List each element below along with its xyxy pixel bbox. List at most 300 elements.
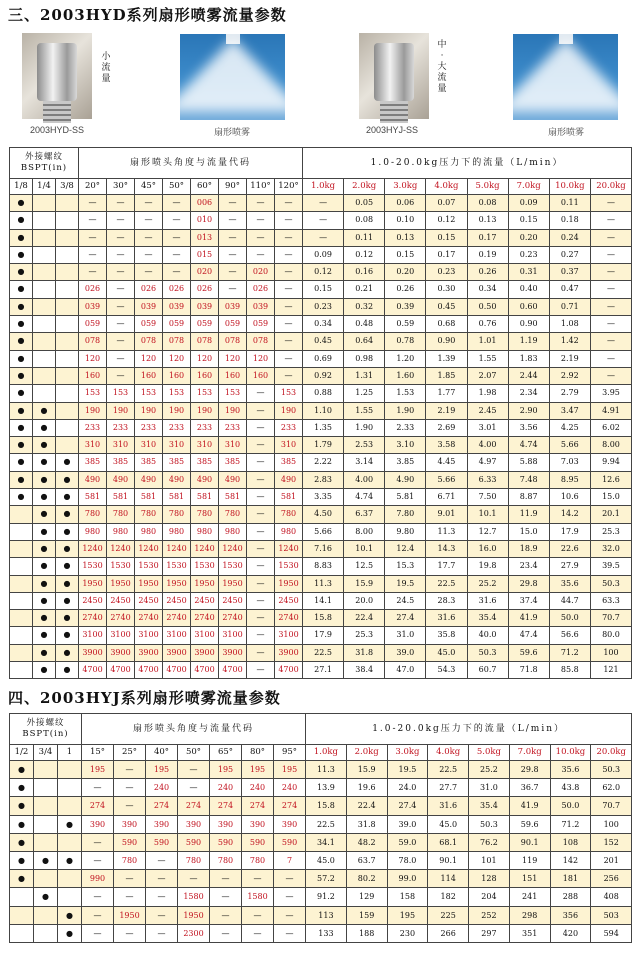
code-cell: — <box>247 454 275 471</box>
flow-cell: 40.0 <box>467 627 508 644</box>
flow-cell: 50.0 <box>549 610 590 627</box>
code-cell: 390 <box>274 815 306 833</box>
code-cell: 059 <box>135 316 163 333</box>
flow-cell: 0.69 <box>303 350 344 367</box>
code-cell: 274 <box>146 797 178 815</box>
code-cell: 590 <box>146 833 178 851</box>
flow-header: 1.0-20.0kg压力下的流量（L/min） <box>303 148 632 179</box>
flow-cell: 5.88 <box>508 454 549 471</box>
code-cell: 4700 <box>191 662 219 679</box>
code-cell: 1530 <box>107 558 135 575</box>
thread-cell <box>34 761 58 779</box>
flow-cell: 12.7 <box>467 523 508 540</box>
thread-cell <box>33 195 56 212</box>
flow-cell: 2.44 <box>508 367 549 384</box>
thread-cell: ● <box>10 833 34 851</box>
thread-cell: ● <box>33 454 56 471</box>
flow-cell: 18.9 <box>508 540 549 557</box>
flow-cell: 0.48 <box>344 316 385 333</box>
table-row <box>10 924 632 942</box>
code-cell: 2740 <box>135 610 163 627</box>
code-cell: 078 <box>163 333 191 350</box>
table-row <box>10 644 632 661</box>
flow-cell: 22.5 <box>426 575 467 592</box>
code-cell: 780 <box>219 506 247 523</box>
flow-cell: 503 <box>591 906 632 924</box>
pressure-col-header: 1.0kg <box>306 745 347 761</box>
code-cell: — <box>210 924 242 942</box>
code-cell: 059 <box>219 316 247 333</box>
code-cell: 240 <box>210 779 242 797</box>
code-cell: — <box>79 212 107 229</box>
thread-cell: ● <box>10 229 33 246</box>
code-cell: 3100 <box>191 627 219 644</box>
thread-cell <box>56 402 79 419</box>
code-cell: — <box>178 779 210 797</box>
flow-cell: 0.13 <box>467 212 508 229</box>
thread-cell <box>33 212 56 229</box>
code-cell: 153 <box>135 385 163 402</box>
code-cell: — <box>247 385 275 402</box>
flow-cell: 0.45 <box>303 333 344 350</box>
code-cell: — <box>163 264 191 281</box>
thread-cell: ● <box>33 644 56 661</box>
pressure-col-header: 7.0kg <box>509 745 550 761</box>
flow-cell: 32.0 <box>590 540 631 557</box>
thread-cell: ● <box>10 437 33 454</box>
flow-cell: 0.18 <box>549 212 590 229</box>
code-cell: 020 <box>247 264 275 281</box>
code-cell: 160 <box>79 367 107 384</box>
thread-cell: ● <box>33 419 56 436</box>
thread-cell: ● <box>33 662 56 679</box>
spray-photo-2 <box>513 34 618 120</box>
flow-cell: 1.31 <box>344 367 385 384</box>
table-row <box>10 454 632 471</box>
thread-cell <box>56 212 79 229</box>
flow-cell: 15.9 <box>346 761 387 779</box>
code-cell: — <box>247 558 275 575</box>
flow-cell: 2.69 <box>426 419 467 436</box>
code-cell: 980 <box>219 523 247 540</box>
flow-cell: 5.66 <box>549 437 590 454</box>
angle-header: 扇形喷头角度与流量代码 <box>82 714 306 745</box>
thread-cell <box>10 662 33 679</box>
flow-cell: 50.3 <box>467 644 508 661</box>
flow-cell: 71.2 <box>550 815 591 833</box>
code-cell: 160 <box>191 367 219 384</box>
code-cell: 310 <box>79 437 107 454</box>
code-cell: — <box>219 281 247 298</box>
flow-cell: 35.8 <box>426 627 467 644</box>
flow-cell: 0.39 <box>385 298 426 315</box>
code-cell: 1950 <box>163 575 191 592</box>
thread-cell <box>56 229 79 246</box>
table-row <box>10 610 632 627</box>
code-cell: 3100 <box>107 627 135 644</box>
code-cell: 078 <box>247 333 275 350</box>
code-cell: 4700 <box>79 662 107 679</box>
flow-cell: 2.53 <box>344 437 385 454</box>
code-cell: 059 <box>191 316 219 333</box>
table-row <box>10 195 632 212</box>
code-cell: — <box>107 229 135 246</box>
code-cell: 3900 <box>79 644 107 661</box>
flow-cell: 1.20 <box>385 350 426 367</box>
flow-cell: 0.98 <box>344 350 385 367</box>
code-cell: — <box>247 437 275 454</box>
code-cell: 490 <box>135 471 163 488</box>
flow-cell: 11.9 <box>508 506 549 523</box>
thread-cell <box>56 367 79 384</box>
code-cell: 780 <box>135 506 163 523</box>
flow-cell: 2.22 <box>303 454 344 471</box>
code-cell: 039 <box>247 298 275 315</box>
code-cell: — <box>247 229 275 246</box>
flow-cell: 230 <box>387 924 428 942</box>
angle-col-header: 65° <box>210 745 242 761</box>
code-cell: — <box>146 852 178 870</box>
code-cell: 190 <box>219 402 247 419</box>
code-cell: — <box>275 367 303 384</box>
code-cell: 3100 <box>135 627 163 644</box>
thread-cell: ● <box>56 540 79 557</box>
flow-cell: 0.88 <box>303 385 344 402</box>
code-cell: — <box>114 870 146 888</box>
code-cell: — <box>242 870 274 888</box>
code-cell: 590 <box>242 833 274 851</box>
flow-cell: 1.90 <box>344 419 385 436</box>
flow-cell: 37.4 <box>508 592 549 609</box>
code-cell: — <box>275 316 303 333</box>
flow-cell: 129 <box>346 888 387 906</box>
code-cell: 1950 <box>191 575 219 592</box>
flow-cell: 1.53 <box>385 385 426 402</box>
code-cell: — <box>247 575 275 592</box>
code-cell: 2450 <box>107 592 135 609</box>
code-cell: — <box>210 888 242 906</box>
code-cell: 2450 <box>219 592 247 609</box>
thread-cell: ● <box>56 627 79 644</box>
flow-cell: 0.10 <box>385 212 426 229</box>
thread-cell <box>56 385 79 402</box>
thread-cell: ● <box>58 852 82 870</box>
code-cell: — <box>114 888 146 906</box>
flow-cell: 54.3 <box>426 662 467 679</box>
thread-cell <box>56 419 79 436</box>
flow-cell: 0.24 <box>549 229 590 246</box>
code-cell: 3100 <box>219 627 247 644</box>
flow-cell: 142 <box>550 852 591 870</box>
thread-cell <box>10 506 33 523</box>
thread-cell <box>10 558 33 575</box>
flow-cell: 4.74 <box>344 489 385 506</box>
flow-cell: — <box>303 229 344 246</box>
thread-cell: ● <box>56 662 79 679</box>
flow-cell: 15.8 <box>303 610 344 627</box>
code-cell: 3100 <box>163 627 191 644</box>
flow-cell: 0.45 <box>426 298 467 315</box>
code-cell: 1530 <box>219 558 247 575</box>
code-cell: 980 <box>79 523 107 540</box>
code-cell: — <box>247 246 275 263</box>
code-cell: — <box>79 264 107 281</box>
code-cell: — <box>219 212 247 229</box>
thread-cell: ● <box>58 924 82 942</box>
code-cell: — <box>178 870 210 888</box>
flow-cell: 100 <box>590 644 631 661</box>
thread-cell <box>34 870 58 888</box>
table-row <box>10 212 632 229</box>
thread-cell <box>33 316 56 333</box>
flow-cell: 99.0 <box>387 870 428 888</box>
table-subheader-row <box>10 179 632 195</box>
thread-cell: ● <box>56 558 79 575</box>
flow-cell: 0.09 <box>508 195 549 212</box>
pressure-col-header: 7.0kg <box>508 179 549 195</box>
flow-cell: 17.9 <box>303 627 344 644</box>
table-row <box>10 523 632 540</box>
code-cell: — <box>146 906 178 924</box>
table-row <box>10 489 632 506</box>
flow-cell: 252 <box>469 906 510 924</box>
code-cell: — <box>79 246 107 263</box>
code-cell: 190 <box>275 402 303 419</box>
flow-cell: 50.0 <box>550 797 591 815</box>
flow-cell: 27.4 <box>385 610 426 627</box>
caption-spray-1: 扇形喷雾 <box>214 127 251 137</box>
thread-cell <box>33 281 56 298</box>
flow-cell: 19.8 <box>467 558 508 575</box>
code-cell: 3900 <box>163 644 191 661</box>
code-cell: — <box>135 212 163 229</box>
thread-cell: ● <box>56 506 79 523</box>
table-row <box>10 575 632 592</box>
flow-cell: 27.9 <box>549 558 590 575</box>
code-cell: 195 <box>274 761 306 779</box>
flow-cell: 76.2 <box>469 833 510 851</box>
flow-cell: 266 <box>428 924 469 942</box>
code-cell: 1580 <box>178 888 210 906</box>
flow-cell: 241 <box>509 888 550 906</box>
table-row <box>10 385 632 402</box>
flow-cell: 1.35 <box>303 419 344 436</box>
code-cell: 4700 <box>107 662 135 679</box>
code-cell: 120 <box>79 350 107 367</box>
thread-cell <box>34 833 58 851</box>
code-cell: 2740 <box>163 610 191 627</box>
flow-cell: 10.1 <box>344 540 385 557</box>
flow-cell: 31.8 <box>346 815 387 833</box>
thread-cell: ● <box>10 852 34 870</box>
thread-cell <box>10 888 34 906</box>
code-cell: 1240 <box>107 540 135 557</box>
flow-cell: 2.83 <box>303 471 344 488</box>
flow-cell: 20.0 <box>344 592 385 609</box>
code-cell: — <box>242 906 274 924</box>
thread-cell: ● <box>10 264 33 281</box>
code-cell: — <box>275 229 303 246</box>
flow-cell: 70.7 <box>590 610 631 627</box>
thread-cell <box>58 779 82 797</box>
code-cell: — <box>275 298 303 315</box>
code-cell: — <box>274 924 306 942</box>
flow-cell: 90.1 <box>509 833 550 851</box>
code-cell: 310 <box>191 437 219 454</box>
code-cell: 2740 <box>107 610 135 627</box>
code-cell: 1240 <box>79 540 107 557</box>
flow-cell: 1.01 <box>467 333 508 350</box>
flow-cell: 78.0 <box>387 852 428 870</box>
table-row <box>10 419 632 436</box>
code-cell: — <box>275 212 303 229</box>
code-cell: — <box>210 870 242 888</box>
code-cell: — <box>79 195 107 212</box>
flow-cell: 0.71 <box>549 298 590 315</box>
flow-cell: 101 <box>469 852 510 870</box>
flow-cell: 0.11 <box>344 229 385 246</box>
code-cell: 980 <box>135 523 163 540</box>
flow-cell: 12.5 <box>344 558 385 575</box>
thread-cell <box>34 924 58 942</box>
pressure-col-header: 10.0kg <box>550 745 591 761</box>
table-row <box>10 592 632 609</box>
code-cell: 3900 <box>191 644 219 661</box>
flow-cell: 188 <box>346 924 387 942</box>
code-cell: 2740 <box>191 610 219 627</box>
code-cell: 1530 <box>163 558 191 575</box>
code-cell: 390 <box>146 815 178 833</box>
flow-cell: 0.06 <box>385 195 426 212</box>
code-cell: — <box>247 592 275 609</box>
thread-cell: ● <box>10 246 33 263</box>
code-cell: 581 <box>219 489 247 506</box>
code-cell: — <box>247 662 275 679</box>
code-cell: — <box>79 229 107 246</box>
code-cell: — <box>247 540 275 557</box>
flow-cell: — <box>590 195 631 212</box>
code-cell: — <box>247 610 275 627</box>
code-cell: 990 <box>82 870 114 888</box>
flow-cell: 14.3 <box>426 540 467 557</box>
table-row <box>10 540 632 557</box>
code-cell: 153 <box>163 385 191 402</box>
code-cell: 120 <box>219 350 247 367</box>
flow-cell: 31.0 <box>469 779 510 797</box>
code-cell: 190 <box>163 402 191 419</box>
code-cell: 195 <box>210 761 242 779</box>
flow-cell: 152 <box>591 833 632 851</box>
code-cell: 1530 <box>79 558 107 575</box>
code-cell: — <box>107 246 135 263</box>
code-cell: 590 <box>210 833 242 851</box>
table-row <box>10 662 632 679</box>
flow-cell: 9.80 <box>385 523 426 540</box>
code-cell: — <box>275 333 303 350</box>
code-cell: — <box>107 264 135 281</box>
pressure-col-header: 5.0kg <box>469 745 510 761</box>
table-row <box>10 437 632 454</box>
table-row <box>10 298 632 315</box>
flow-cell: 0.40 <box>508 281 549 298</box>
code-cell: 780 <box>275 506 303 523</box>
code-cell: 3900 <box>219 644 247 661</box>
thread-col-header: 1/8 <box>10 179 33 195</box>
code-cell: — <box>114 779 146 797</box>
code-cell: 590 <box>274 833 306 851</box>
flow-cell: 15.0 <box>590 489 631 506</box>
code-cell: — <box>219 195 247 212</box>
flow-cell: 63.7 <box>346 852 387 870</box>
flow-table-hyd <box>9 147 632 679</box>
flow-cell: 1.55 <box>467 350 508 367</box>
flow-cell: 1.83 <box>508 350 549 367</box>
flow-cell: 11.3 <box>306 761 347 779</box>
code-cell: 385 <box>191 454 219 471</box>
code-cell: 581 <box>275 489 303 506</box>
thread-cell: ● <box>56 471 79 488</box>
code-cell: — <box>107 316 135 333</box>
code-cell: 010 <box>191 212 219 229</box>
code-cell: 490 <box>191 471 219 488</box>
angle-col-header: 50° <box>178 745 210 761</box>
code-cell: — <box>135 264 163 281</box>
flow-cell: 34.1 <box>306 833 347 851</box>
code-cell: 2450 <box>191 592 219 609</box>
flow-cell: 35.4 <box>469 797 510 815</box>
flow-cell: 8.87 <box>508 489 549 506</box>
code-cell: 390 <box>82 815 114 833</box>
thread-cell: ● <box>56 644 79 661</box>
thread-cell <box>33 246 56 263</box>
thread-cell: ● <box>33 506 56 523</box>
code-cell: 490 <box>163 471 191 488</box>
thread-cell: ● <box>56 592 79 609</box>
code-cell: — <box>247 489 275 506</box>
product-photo-hyd <box>22 33 92 119</box>
thread-cell: ● <box>10 870 34 888</box>
thread-cell <box>33 298 56 315</box>
thread-cell <box>33 385 56 402</box>
flow-cell: 50.3 <box>590 575 631 592</box>
pressure-col-header: 5.0kg <box>467 179 508 195</box>
table-row <box>10 350 632 367</box>
code-cell: 233 <box>135 419 163 436</box>
flow-cell: 38.4 <box>344 662 385 679</box>
flow-cell: 0.26 <box>467 264 508 281</box>
table-row <box>10 870 632 888</box>
code-cell: — <box>146 870 178 888</box>
pressure-col-header: 20.0kg <box>590 179 631 195</box>
code-cell: 2740 <box>219 610 247 627</box>
angle-col-header: 60° <box>191 179 219 195</box>
flow-cell: 0.12 <box>426 212 467 229</box>
thread-cell <box>10 592 33 609</box>
code-cell: 385 <box>79 454 107 471</box>
code-cell: — <box>163 212 191 229</box>
thread-cell <box>56 264 79 281</box>
pressure-col-header: 2.0kg <box>346 745 387 761</box>
flow-cell: 29.8 <box>508 575 549 592</box>
flow-cell: 0.90 <box>508 316 549 333</box>
pressure-col-header: 3.0kg <box>385 179 426 195</box>
flow-cell: 0.34 <box>467 281 508 298</box>
flow-cell: 204 <box>469 888 510 906</box>
code-cell: — <box>275 281 303 298</box>
thread-cell: ● <box>33 523 56 540</box>
code-cell: 120 <box>191 350 219 367</box>
flow-cell: 20.1 <box>590 506 631 523</box>
